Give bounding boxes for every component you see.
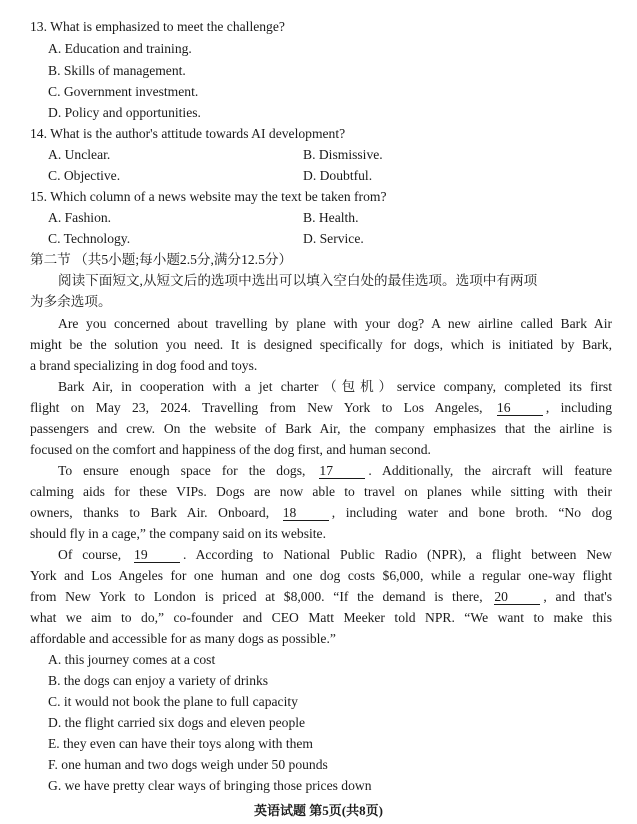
blank-18: 18: [283, 505, 329, 521]
p3-line-4: should fly in a cage,” the company said on its website.: [30, 526, 326, 541]
section-instruction-line1: 阅读下面短文,从短文后的选项中选出可以填入空白处的最佳选项。选项中有两项: [58, 273, 538, 288]
passage-paragraph-4: [30, 544, 612, 649]
choice-g: G. we have pretty clear ways of bringing those prices down: [48, 778, 372, 793]
p4-line-2: York and Los Angeles for one human and one dog costs $6,000, while a regular one-way flight: [30, 568, 612, 583]
p2-line-3: passengers and crew. On the website of Bark Air, the company emphasizes that the airline is: [30, 421, 612, 436]
choice-f: F. one human and two dogs weigh under 50 pounds: [48, 757, 328, 772]
q14-option-c: C. Objective.: [48, 168, 121, 183]
p4-line-1: [30, 544, 612, 565]
question-15-stem: 15. Which column of a news website may the text be taken from?: [30, 189, 387, 204]
q14-option-d: D. Doubtful.: [303, 168, 373, 183]
q13-option-d: D. Policy and opportunities.: [48, 105, 201, 120]
choice-c: C. it would not book the plane to full capacity: [48, 694, 298, 709]
blank-20: 20: [494, 589, 540, 605]
p1-line-2: might be the solution you need. It is designed specifically for dogs, which is initiated by Bark,: [30, 337, 612, 352]
choice-e: E. they even can have their toys along with them: [48, 736, 313, 751]
p4-line-3-text-end: , and that's: [543, 589, 613, 604]
question-13-stem: 13. What is emphasized to meet the challenge?: [30, 19, 285, 34]
p4-line-4: what we aim to do,” co-founder and CEO Matt Meeker told NPR. “We want to make this: [30, 610, 612, 625]
p3-line-3: [30, 502, 612, 523]
section-heading: 第二节 （共5小题;每小题2.5分,满分12.5分）: [30, 252, 293, 267]
p4-line-3-text: from New York to London is priced at $8,000. “If the demand is there,: [30, 589, 483, 604]
passage-paragraph-1: [30, 313, 612, 376]
q15-option-c: C. Technology.: [48, 231, 131, 246]
q15-option-b: B. Health.: [303, 210, 359, 225]
page-footer: 英语试题 第5页(共8页): [254, 803, 383, 818]
p3-line-1: [30, 460, 612, 481]
p3-line-3-text-end: , including water and bone broth. “No dog: [331, 505, 613, 520]
p1-line-3: a brand specializing in dog food and toys.: [30, 358, 258, 373]
p3-line-2: calming aids for these VIPs. Dogs are now able to travel on planes while sitting with their: [30, 484, 612, 499]
q13-option-c: C. Government investment.: [48, 84, 199, 99]
choice-b: B. the dogs can enjoy a variety of drinks: [48, 673, 269, 688]
p3-line-1-text: To ensure enough space for the dogs,: [58, 463, 306, 478]
passage-paragraph-3: [30, 460, 612, 544]
p2-line-2: [30, 397, 612, 418]
q14-option-a: A. Unclear.: [48, 147, 111, 162]
section-instruction-line2: 为多余选项。: [30, 294, 112, 309]
choice-d: D. the flight carried six dogs and eleven people: [48, 715, 306, 730]
blank-16: 16: [497, 400, 543, 416]
question-14-stem: 14. What is the author's attitude towards AI development?: [30, 126, 346, 141]
p2-line-2-text: flight on May 23, 2024. Travelling from New York to Los Angeles,: [30, 400, 483, 415]
choice-a: A. this journey comes at a cost: [48, 652, 216, 667]
passage-paragraph-2: [30, 376, 612, 460]
p4-line-3: [30, 586, 612, 607]
p4-line-5: affordable and accessible for as many dogs as possible.”: [30, 631, 336, 646]
p2-line-2-text-end: , including: [545, 400, 612, 415]
q14-option-b: B. Dismissive.: [303, 147, 383, 162]
q15-option-d: D. Service.: [303, 231, 364, 246]
blank-17: 17: [319, 463, 365, 479]
p1-line-1: Are you concerned about travelling by plane with your dog? A new airline called Bark Air: [58, 316, 612, 331]
p4-line-1-text: Of course,: [58, 547, 122, 562]
q13-option-a: A. Education and training.: [48, 41, 192, 56]
p2-line-4: focused on the comfort and happiness of the dog first, and human second.: [30, 442, 431, 457]
blank-19: 19: [134, 547, 180, 563]
p3-line-1-text-end: . Additionally, the aircraft will feature: [368, 463, 613, 478]
q13-option-b: B. Skills of management.: [48, 63, 186, 78]
p3-line-3-text: owners, thanks to Bark Air. Onboard,: [30, 505, 270, 520]
p4-line-1-text-end: . According to National Public Radio (NPR), a flight between New: [183, 547, 612, 562]
q15-option-a: A. Fashion.: [48, 210, 112, 225]
p2-line-1: Bark Air, in cooperation with a jet charter（包机）service company, completed its first: [58, 379, 612, 394]
